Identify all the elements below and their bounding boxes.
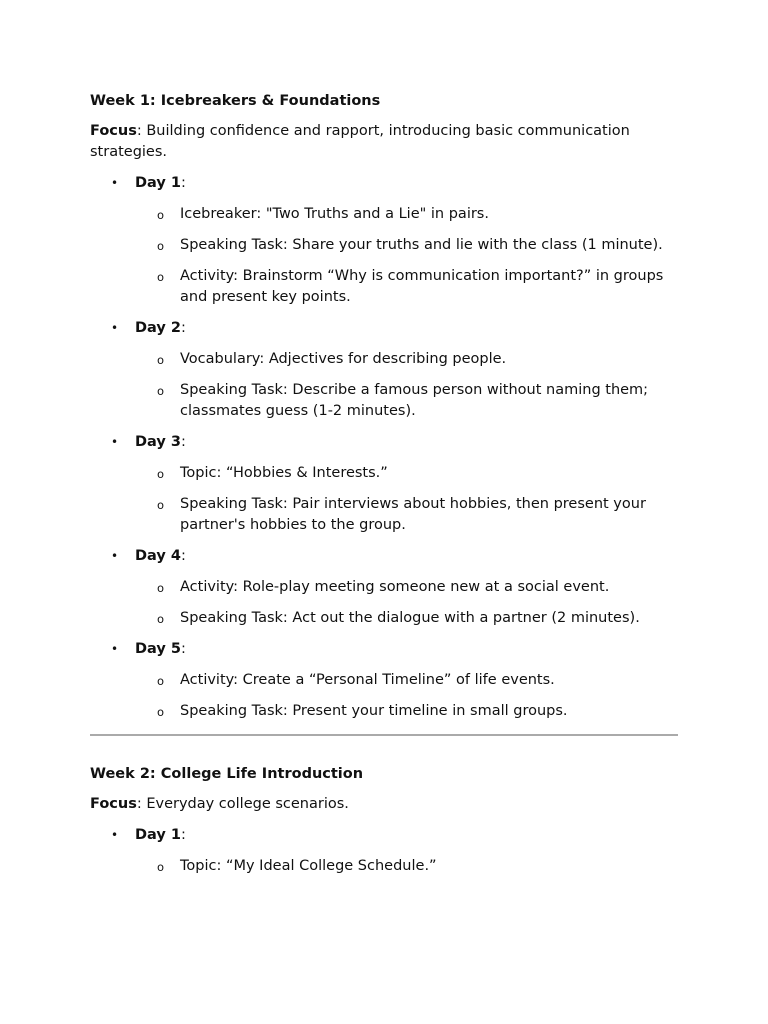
- week-1-focus: [90, 121, 678, 163]
- bullet-icon: •: [111, 642, 119, 656]
- day-label: Day 5: [135, 641, 181, 657]
- circle-bullet-icon: o: [157, 208, 165, 222]
- week-2-section: [90, 764, 678, 877]
- list-item-text: Topic: “Hobbies & Interests.”: [180, 465, 388, 481]
- week-1-day-3: [90, 432, 678, 453]
- week-1-heading: Week 1: Icebreakers & Foundations: [90, 93, 381, 109]
- circle-bullet-icon: o: [157, 674, 165, 688]
- list-item-text: Activity: Create a “Personal Timeline” of life events.: [180, 672, 555, 688]
- day-label: Day 4: [135, 548, 181, 564]
- focus-text: : Everyday college scenarios.: [136, 796, 349, 812]
- circle-bullet-icon: o: [157, 384, 165, 398]
- week-2-day-1: [90, 825, 678, 846]
- bullet-icon: •: [111, 549, 119, 563]
- week-2-focus: [90, 794, 678, 815]
- list-item-text: Speaking Task: Present your timeline in small groups.: [180, 703, 568, 719]
- bullet-icon: •: [111, 321, 119, 335]
- list-item: [90, 856, 678, 877]
- list-item-text: Speaking Task: Act out the dialogue with a partner (2 minutes).: [180, 610, 640, 626]
- day-suffix: :: [180, 320, 186, 336]
- week-1-day-5: [90, 639, 678, 660]
- document-page: [90, 91, 678, 887]
- list-item-text: Speaking Task: Describe a famous person without naming them; classmates guess (1-2 minutes).: [180, 382, 649, 419]
- list-item: [90, 266, 678, 308]
- day-label: Day 3: [135, 434, 181, 450]
- circle-bullet-icon: o: [157, 239, 165, 253]
- list-item-text: Speaking Task: Share your truths and lie with the class (1 minute).: [180, 237, 663, 253]
- week-1-section: [90, 91, 678, 722]
- focus-label: Focus: [90, 796, 137, 812]
- list-item: [90, 608, 678, 629]
- list-item: [90, 701, 678, 722]
- week-1-day-4: [90, 546, 678, 567]
- list-item-text: Speaking Task: Pair interviews about hobbies, then present your partner's hobbies to the group.: [180, 496, 646, 533]
- week-2-heading: Week 2: College Life Introduction: [90, 766, 364, 782]
- circle-bullet-icon: o: [157, 353, 165, 367]
- focus-label: Focus: [90, 123, 137, 139]
- day-label: Day 2: [135, 320, 181, 336]
- list-item-text: Topic: “My Ideal College Schedule.”: [180, 858, 437, 874]
- day-suffix: :: [180, 641, 186, 657]
- section-divider: [90, 734, 678, 736]
- list-item: [90, 380, 678, 422]
- bullet-icon: •: [111, 176, 119, 190]
- list-item: [90, 463, 678, 484]
- day-label: Day 1: [135, 175, 181, 191]
- circle-bullet-icon: o: [157, 270, 165, 284]
- week-1-day-1: [90, 173, 678, 194]
- list-item: [90, 577, 678, 598]
- day-suffix: :: [180, 827, 186, 843]
- circle-bullet-icon: o: [157, 860, 165, 874]
- day-suffix: :: [180, 548, 186, 564]
- week-1-day-2: [90, 318, 678, 339]
- list-item-text: Activity: Brainstorm “Why is communication important?” in groups and present key points.: [180, 268, 664, 305]
- circle-bullet-icon: o: [157, 705, 165, 719]
- list-item: [90, 670, 678, 691]
- day-suffix: :: [180, 434, 186, 450]
- circle-bullet-icon: o: [157, 467, 165, 481]
- list-item-text: Activity: Role-play meeting someone new at a social event.: [180, 579, 610, 595]
- list-item: [90, 235, 678, 256]
- bullet-icon: •: [111, 828, 119, 842]
- list-item: [90, 349, 678, 370]
- list-item-text: Icebreaker: "Two Truths and a Lie" in pairs.: [180, 206, 489, 222]
- circle-bullet-icon: o: [157, 498, 165, 512]
- list-item: [90, 494, 678, 536]
- list-item: [90, 204, 678, 225]
- list-item-text: Vocabulary: Adjectives for describing people.: [180, 351, 507, 367]
- day-suffix: :: [180, 175, 186, 191]
- focus-text: : Building confidence and rapport, introducing basic communication strategies.: [90, 123, 630, 160]
- circle-bullet-icon: o: [157, 612, 165, 626]
- day-label: Day 1: [135, 827, 181, 843]
- bullet-icon: •: [111, 435, 119, 449]
- circle-bullet-icon: o: [157, 581, 165, 595]
